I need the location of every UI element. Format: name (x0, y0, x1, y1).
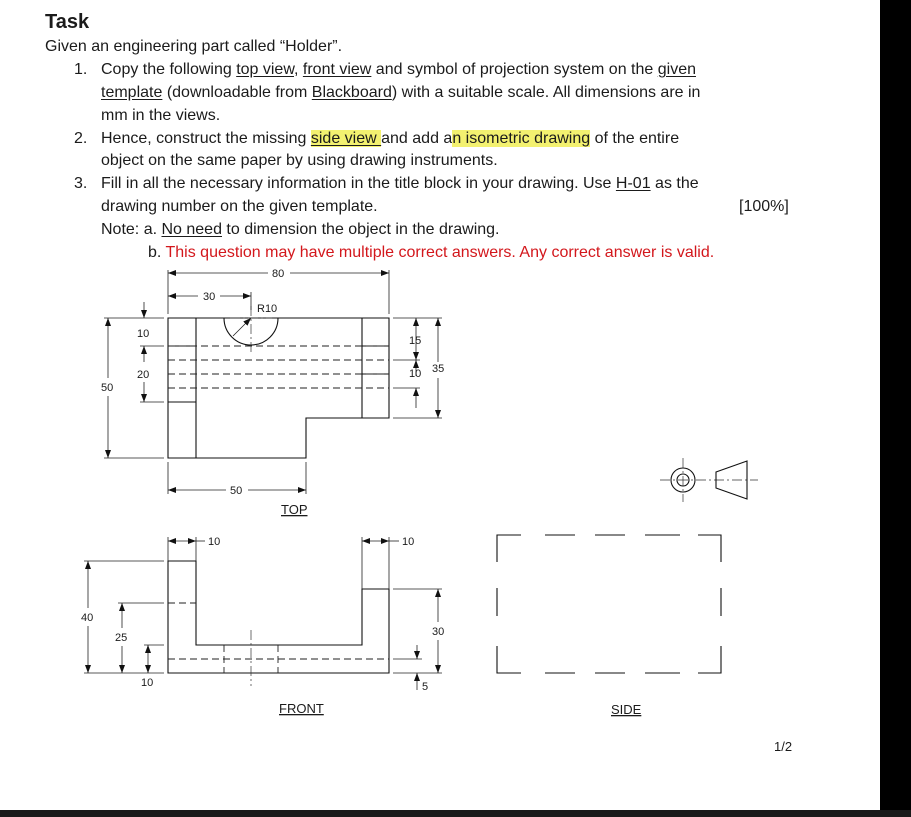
side-label: SIDE (611, 702, 642, 717)
dim-r10: R10 (257, 303, 278, 315)
text-span: of the entire (590, 130, 680, 147)
front-view-link: front view (302, 61, 372, 78)
bottom-frame-bar (0, 810, 911, 817)
dim-35: 35 (432, 363, 445, 375)
text-span: as the (650, 175, 699, 192)
right-frame-bar (880, 0, 911, 817)
text-span: n isometric drawing (452, 130, 591, 147)
dim-30: 30 (203, 291, 216, 303)
item-2-number: 2. (74, 130, 88, 147)
text-span: and add a (381, 130, 453, 147)
text-span: (downloadable from (162, 84, 312, 101)
intro-text: Given an engineering part called “Holder”. (45, 38, 343, 55)
text-span: Hence, construct the missing (101, 130, 311, 147)
text-span: to dimension the object in the drawing. (221, 221, 500, 238)
dim-10-base: 10 (141, 677, 154, 689)
text-span: and symbol of projection system on the (371, 61, 658, 78)
item-2-line-2: object on the same paper by using drawing instruments. (101, 152, 498, 169)
text-span: Fill in all the necessary information in the title block in your drawing. Use (101, 175, 616, 192)
text-span: ) with a suitable scale. All dimensions are in (391, 84, 701, 101)
side-view-placeholder (497, 535, 721, 717)
dim-20-top: 20 (137, 369, 150, 381)
item-1-number: 1. (74, 61, 88, 78)
front-view (81, 536, 444, 716)
page-number: 1/2 (774, 739, 793, 754)
side-corner (698, 535, 721, 562)
given-link: given (657, 61, 696, 78)
radius-leader (233, 318, 251, 336)
item-3-number: 3. (74, 175, 88, 192)
dim-10-left-wall: 10 (208, 536, 221, 548)
template-link: template (101, 84, 163, 101)
note-b-red-text: This question may have multiple correct answers. Any correct answer is valid. (165, 244, 715, 261)
page-title: Task (45, 11, 90, 33)
text-span: Copy the following (101, 61, 237, 78)
item-1-line-3: mm in the views. (101, 107, 221, 124)
dim-80: 80 (272, 268, 285, 280)
weight-percent: [100%] (739, 198, 789, 215)
drawing-number: H-01 (615, 175, 651, 192)
front-outline (168, 561, 389, 673)
text-span: b. (148, 244, 166, 261)
side-corner (698, 646, 721, 673)
dim-10-top: 10 (137, 328, 150, 340)
no-need-link: No need (161, 221, 222, 238)
dim-15: 15 (409, 335, 422, 347)
side-view-highlight: side view (310, 130, 382, 147)
front-label: FRONT (279, 701, 324, 716)
projection-symbol (660, 458, 758, 502)
side-corner (497, 535, 521, 562)
dim-10-right-wall: 10 (402, 536, 415, 548)
dim-40: 40 (81, 612, 94, 624)
text-span: , (294, 61, 303, 78)
dim-5: 5 (422, 681, 429, 693)
top-view (101, 268, 444, 517)
top-label: TOP (281, 502, 308, 517)
text-span: Note: a. (101, 221, 162, 238)
side-corner (497, 646, 521, 673)
dim-50-width: 50 (101, 382, 114, 394)
dim-50-step: 50 (230, 485, 243, 497)
dim-30-right: 30 (432, 626, 445, 638)
dim-10-right: 10 (409, 368, 422, 380)
dim-25: 25 (115, 632, 128, 644)
item-3-line-2: drawing number on the given template. (101, 198, 378, 215)
top-view-link: top view (236, 61, 294, 78)
blackboard-link: Blackboard (311, 84, 392, 101)
